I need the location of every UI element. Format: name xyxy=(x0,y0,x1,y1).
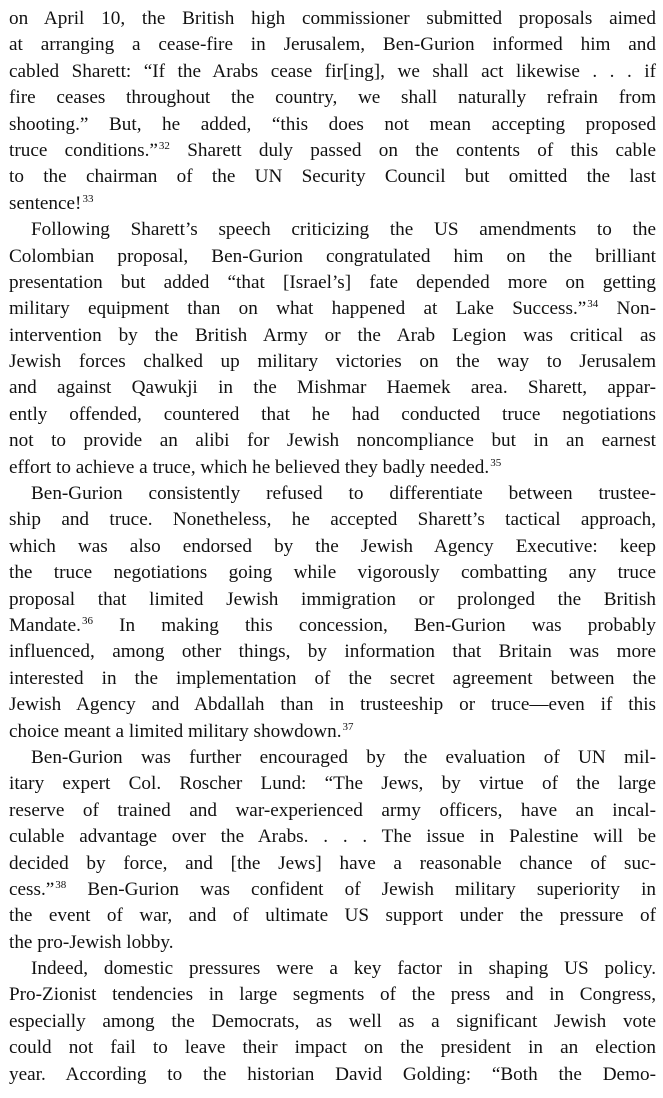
text-line xyxy=(9,851,656,877)
text-line xyxy=(9,824,656,850)
document-page xyxy=(9,6,656,1088)
footnote-marker: 32 xyxy=(158,139,170,152)
text-segment: influenced, among other things, by information that Britain was more xyxy=(9,641,656,663)
footnote-marker: 33 xyxy=(82,192,94,205)
text-segment: especially among the Democrats, as well as a significant Jewish vote xyxy=(9,1010,656,1032)
text-line xyxy=(9,323,656,349)
text-line xyxy=(9,1062,656,1088)
text-line xyxy=(9,191,656,217)
text-segment: fire ceases throughout the country, we shall naturally refrain from xyxy=(9,87,656,109)
text-segment: the event of war, and of ultimate US support under the pressure of xyxy=(9,905,656,927)
text-segment: intervention by the British Army or the Arab Legion was critical as xyxy=(9,324,656,346)
text-segment: on April 10, the British high commissioner submitted proposals aimed xyxy=(9,8,656,29)
text-line xyxy=(9,428,656,454)
text-segment: the pro-Jewish lobby. xyxy=(9,931,174,953)
footnote-marker: 34 xyxy=(587,298,599,311)
text-segment: culable advantage over the Arabs. . . . The issue in Palestine will be xyxy=(9,826,656,848)
text-line xyxy=(9,402,656,428)
text-segment: reserve of trained and war-experienced army officers, have an incal- xyxy=(9,799,656,821)
text-line xyxy=(9,587,656,613)
text-line xyxy=(9,666,656,692)
text-segment: Ben-Gurion was confident of Jewish military superiority in xyxy=(66,878,656,900)
text-segment: and against Qawukji in the Mishmar Haemek area. Sharett, appar- xyxy=(9,377,656,399)
text-line xyxy=(9,639,656,665)
paragraph xyxy=(9,956,656,1088)
text-line xyxy=(9,138,656,164)
text-segment: cabled Sharett: “If the Arabs cease fir[ing], we shall act likewise . . . if xyxy=(9,60,656,82)
text-segment: Colombian proposal, Ben-Gurion congratulated him on the brilliant xyxy=(9,245,656,267)
text-segment: Sharett duly passed on the contents of this cable xyxy=(169,139,656,161)
text-line xyxy=(9,560,656,586)
text-segment: Jewish forces chalked up military victories on the way to Jerusalem xyxy=(9,351,656,373)
text-segment: at arranging a cease-fire in Jerusalem, Ben-Gurion informed him and xyxy=(9,34,656,56)
paragraph xyxy=(9,481,656,745)
text-segment: ently offended, countered that he had conducted truce negotiations xyxy=(9,403,656,425)
footnote-marker: 38 xyxy=(55,878,67,891)
text-segment: to the chairman of the UN Security Council but omitted the last xyxy=(9,166,656,188)
text-segment: military equipment than on what happened at Lake Success.” xyxy=(9,298,587,320)
text-segment: Mandate. xyxy=(9,614,81,636)
text-line xyxy=(9,375,656,401)
text-segment: sentence! xyxy=(9,192,82,214)
text-line xyxy=(9,32,656,58)
text-line xyxy=(9,982,656,1008)
text-segment: year. According to the historian David Golding: “Both the Demo- xyxy=(9,1063,656,1085)
text-segment: effort to achieve a truce, which he believed they badly needed. xyxy=(9,456,490,478)
text-segment: decided by force, and [the Jews] have a reasonable chance of suc- xyxy=(9,852,656,874)
text-segment: which was also endorsed by the Jewish Agency Executive: keep xyxy=(9,535,656,557)
text-line xyxy=(9,692,656,718)
text-line xyxy=(9,59,656,85)
text-segment: cess.” xyxy=(9,878,55,900)
text-segment: itary expert Col. Roscher Lund: “The Jews, by virtue of the large xyxy=(9,773,656,795)
text-segment: Following Sharett’s speech criticizing the US amendments to the xyxy=(31,219,656,241)
text-line xyxy=(9,534,656,560)
paragraph xyxy=(9,6,656,217)
text-segment: Indeed, domestic pressures were a key factor in shaping US policy. xyxy=(31,958,656,980)
footnote-marker: 37 xyxy=(342,720,354,733)
text-line xyxy=(9,1035,656,1061)
text-segment: truce conditions.” xyxy=(9,139,158,161)
text-line xyxy=(9,85,656,111)
text-segment: proposal that limited Jewish immigration or prolonged the British xyxy=(9,588,656,610)
text-segment: shooting.” But, he added, “this does not mean accepting proposed xyxy=(9,113,656,135)
text-line xyxy=(9,798,656,824)
text-line xyxy=(9,112,656,138)
text-line xyxy=(9,217,656,243)
text-segment: interested in the implementation of the secret agreement between the xyxy=(9,667,656,689)
text-segment: presentation but added “that [Israel’s] fate depended more on getting xyxy=(9,271,656,293)
text-segment: In making this concession, Ben-Gurion was probably xyxy=(92,614,656,636)
text-line xyxy=(9,903,656,929)
text-line xyxy=(9,349,656,375)
text-segment: Jewish Agency and Abdallah than in trusteeship or truce—even if this xyxy=(9,694,656,716)
text-segment: Pro-Zionist tendencies in large segments of the press and in Congress, xyxy=(9,984,656,1006)
text-line xyxy=(9,930,656,956)
text-line xyxy=(9,719,656,745)
text-segment: Ben-Gurion consistently refused to differentiate between trustee- xyxy=(31,483,656,505)
text-line xyxy=(9,613,656,639)
text-line xyxy=(9,244,656,270)
paragraph xyxy=(9,217,656,481)
text-line xyxy=(9,164,656,190)
text-line xyxy=(9,877,656,903)
text-segment: ship and truce. Nonetheless, he accepted Sharett’s tactical approach, xyxy=(9,509,656,531)
text-line xyxy=(9,296,656,322)
text-line xyxy=(9,1009,656,1035)
text-segment: Non- xyxy=(598,298,656,320)
footnote-marker: 36 xyxy=(81,614,93,627)
text-segment: could not fail to leave their impact on the president in an election xyxy=(9,1037,656,1059)
footnote-marker: 35 xyxy=(490,456,502,469)
text-segment: not to provide an alibi for Jewish noncompliance but in an earnest xyxy=(9,430,656,452)
text-segment: Ben-Gurion was further encouraged by the evaluation of UN mil- xyxy=(31,746,656,768)
text-segment: choice meant a limited military showdown. xyxy=(9,720,342,742)
text-line xyxy=(9,771,656,797)
paragraph xyxy=(9,745,656,956)
text-line xyxy=(9,6,656,32)
text-line xyxy=(9,270,656,296)
text-line xyxy=(9,455,656,481)
text-line xyxy=(9,745,656,771)
text-segment: the truce negotiations going while vigorously combatting any truce xyxy=(9,562,656,584)
text-line xyxy=(9,956,656,982)
text-line xyxy=(9,507,656,533)
text-line xyxy=(9,481,656,507)
